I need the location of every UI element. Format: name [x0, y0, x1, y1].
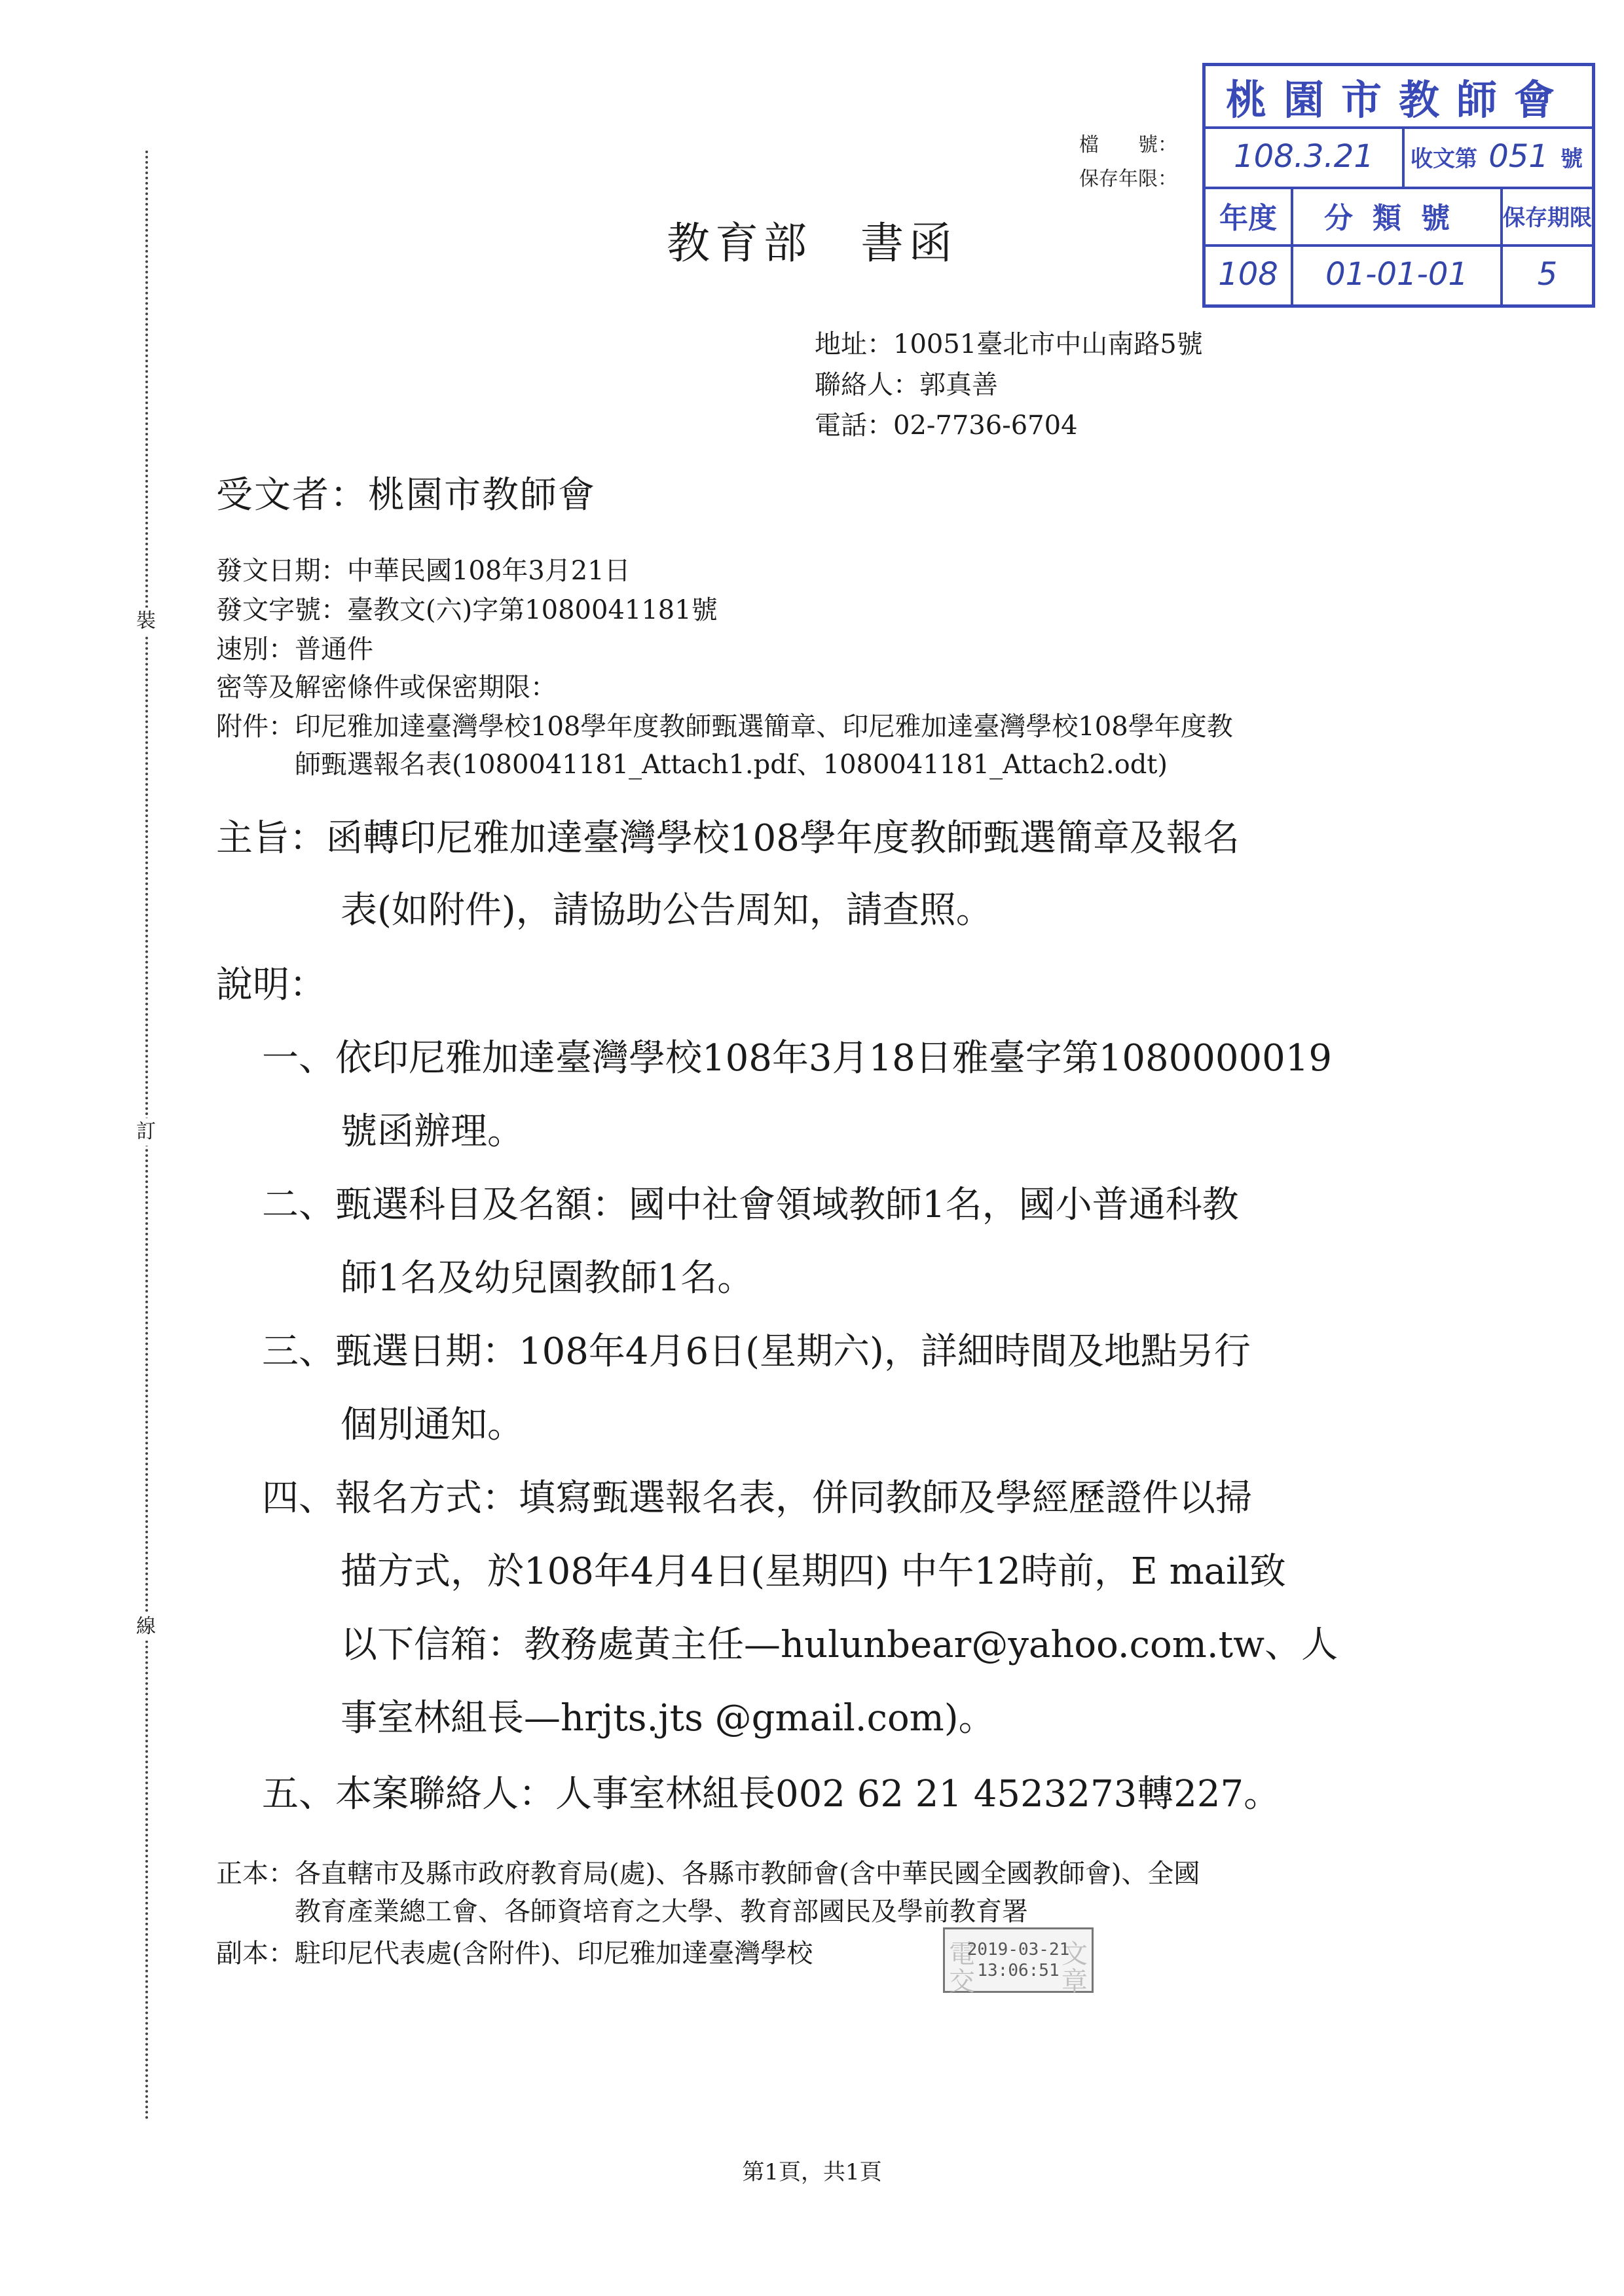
explanation-item-1-line-1: 一、依印尼雅加達臺灣學校108年3月18日雅臺字第1080000019: [262, 1037, 1333, 1080]
original-recipients-line-2: 教育產業總工會、各師資培育之大學、教育部國民及學前教育署: [295, 1897, 1028, 1927]
binding-mark-zhuang: 裝: [136, 608, 156, 635]
receipt-stamp: [1202, 63, 1595, 308]
stamp-receipt-suffix: 號: [1560, 145, 1583, 172]
seal-time: 13:06:51: [977, 1961, 1060, 1980]
stamp-receipt-number: 051: [1488, 138, 1549, 175]
stamp-category-label: 分類號: [1324, 202, 1469, 235]
binding-mark-xian: 線: [136, 1613, 156, 1641]
explanation-item-3-line-2: 個別通知。: [341, 1404, 524, 1446]
stamp-organization: 桃園市教師會: [1225, 75, 1572, 124]
file-number-label: 檔 號：: [1079, 134, 1177, 156]
sender-phone: 電話：02-7736-6704: [815, 410, 1078, 441]
issue-number: 發文字號：臺教文(六)字第1080041181號: [216, 595, 718, 625]
secrecy-level: 密等及解密條件或保密期限：: [216, 672, 557, 702]
stamp-retention-value: 5: [1537, 256, 1558, 293]
explanation-item-3-line-1: 三、甄選日期：108年4月6日(星期六)，詳細時間及地點另行: [262, 1330, 1251, 1373]
sender-contact: 聯絡人：郭真善: [815, 370, 998, 400]
delivery-speed: 速別：普通件: [216, 634, 373, 665]
explanation-item-1-line-2: 號函辦理。: [341, 1110, 524, 1153]
stamp-date: 108.3.21: [1234, 138, 1374, 175]
sender-address: 地址：10051臺北市中山南路5號: [815, 329, 1203, 359]
subject-line-1: 主旨：函轉印尼雅加達臺灣學校108學年度教師甄選簡章及報名: [216, 817, 1240, 860]
explanation-item-4-line-4: 事室林組長—hrjts.jts @gmail.com)。: [341, 1697, 995, 1740]
explanation-item-4-line-3: 以下信箱：教務處黃主任—hulunbear@yahoo.com.tw、人: [341, 1624, 1338, 1666]
issue-date: 發文日期：中華民國108年3月21日: [216, 556, 631, 586]
page-footer: 第1頁，共1頁: [742, 2159, 882, 2185]
explanation-item-4-line-1: 四、報名方式：填寫甄選報名表，併同教師及學經歷證件以掃: [262, 1477, 1252, 1520]
binding-mark-ding: 訂: [136, 1118, 156, 1146]
explanation-item-4-line-2: 描方式，於108年4月4日(星期四) 中午12時前，E mail致: [341, 1550, 1286, 1593]
stamp-year-label: 年度: [1219, 202, 1277, 235]
stamp-retention-label: 保存期限: [1503, 204, 1592, 231]
attachment-line-2: 師甄選報名表(1080041181_Attach1.pdf、1080041181_Attach2.odt): [295, 750, 1168, 780]
document-title: 教育部 書函: [667, 218, 957, 268]
copy-recipients: 副本：駐印尼代表處(含附件)、印尼雅加達臺灣學校: [216, 1939, 813, 1969]
explanation-item-2-line-1: 二、甄選科目及名額：國中社會領域教師1名，國小普通科教: [262, 1184, 1239, 1226]
recipient: 受文者：桃園市教師會: [216, 474, 596, 517]
electronic-exchange-seal: 電 文 交 章 2019-03-21 13:06:51: [943, 1927, 1094, 1993]
retention-years-label: 保存年限：: [1079, 168, 1177, 191]
stamp-year-value: 108: [1218, 256, 1278, 293]
subject-line-2: 表(如附件)，請協助公告周知，請查照。: [341, 889, 993, 932]
stamp-receipt-label: 收文第: [1411, 145, 1477, 172]
seal-date: 2019-03-21: [967, 1940, 1070, 1959]
explanation-item-5-line-1: 五、本案聯絡人：人事室林組長002 62 21 4523273轉227。: [262, 1773, 1281, 1815]
explanation-item-2-line-2: 師1名及幼兒園教師1名。: [341, 1257, 754, 1300]
stamp-category-value: 01-01-01: [1325, 256, 1468, 293]
original-recipients-line-1: 正本：各直轄市及縣市政府教育局(處)、各縣市教師會(含中華民國全國教師會)、全國: [216, 1859, 1200, 1889]
attachment-line-1: 附件：印尼雅加達臺灣學校108學年度教師甄選簡章、印尼雅加達臺灣學校108學年度教: [216, 712, 1233, 742]
explanation-label: 說明：: [216, 964, 326, 1006]
